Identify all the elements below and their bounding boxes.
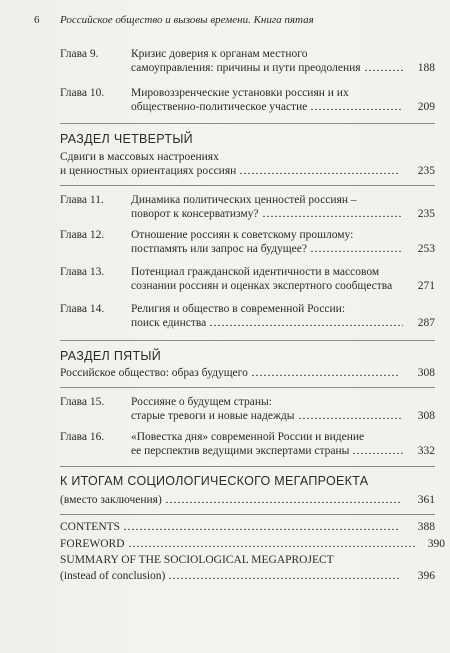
page-ref: 271 <box>417 280 435 292</box>
page-ref: 235 <box>417 165 435 177</box>
page-ref: 388 <box>417 521 435 533</box>
running-title: Российское общество и вызовы времени. Книга пятая <box>60 14 314 26</box>
chapter-label: Глава 11. <box>60 194 104 206</box>
toc-entry-ch16[interactable] <box>60 430 435 460</box>
toc-entry-ch13[interactable] <box>60 265 435 295</box>
leader-dots <box>364 62 403 71</box>
chapter-title: «Повестка дня» современной России и видение ее перспектив ведущими экспертами страны 332 <box>131 431 435 457</box>
page-ref: 209 <box>417 101 435 113</box>
leader-dots <box>123 521 400 530</box>
section-heading: РАЗДЕЛ ЧЕТВЕРТЫЙ <box>60 132 193 146</box>
toc-entry-section5[interactable]: Российское общество: образ будущего 308 <box>60 367 435 379</box>
toc-entry-ch11[interactable] <box>60 193 435 223</box>
leader-dots <box>209 317 403 326</box>
leader-dots <box>251 367 400 376</box>
leader-dots <box>165 494 400 503</box>
toc-entry-ch14[interactable] <box>60 302 435 332</box>
section-heading: К ИТОГАМ СОЦИОЛОГИЧЕСКОГО МЕГАПРОЕКТА <box>60 474 369 488</box>
page-ref: 361 <box>417 494 435 506</box>
table-of-contents <box>60 0 445 653</box>
toc-entry-section4[interactable]: Сдвиги в массовых настроениях и ценностных ориентациях россиян 235 <box>60 151 435 177</box>
chapter-title: Динамика политических ценностей россиян – поворот к консерватизму? 235 <box>131 194 435 220</box>
section-divider <box>60 387 435 388</box>
leader-dots <box>298 410 403 419</box>
section-divider <box>60 340 435 341</box>
page-ref: 253 <box>417 243 435 255</box>
page-ref: 188 <box>417 62 435 74</box>
section-divider <box>60 514 435 515</box>
leader-dots <box>310 101 403 110</box>
leader-dots <box>310 243 403 252</box>
page-ref: 396 <box>417 570 435 582</box>
toc-entry-ch12[interactable] <box>60 228 435 258</box>
chapter-title: Потенциал гражданской идентичности в массовом сознании россиян и оценках экспертного сообщества 271 <box>131 266 435 292</box>
section-heading: РАЗДЕЛ ПЯТЫЙ <box>60 349 162 363</box>
toc-entry-ch10[interactable] <box>60 86 435 116</box>
section-divider <box>60 185 435 186</box>
toc-entry-contents[interactable]: CONTENTS 388 <box>60 521 435 533</box>
page-number: 6 <box>34 14 40 26</box>
section-divider <box>60 123 435 124</box>
page-ref: 235 <box>417 208 435 220</box>
leader-dots <box>128 538 415 547</box>
page-ref: 332 <box>417 445 435 457</box>
toc-entry-ch15[interactable] <box>60 395 435 425</box>
leader-dots <box>352 445 403 454</box>
toc-entry-conclusion[interactable]: (вместо заключения) 361 <box>60 494 435 506</box>
leader-dots <box>239 165 400 174</box>
section-divider <box>60 466 435 467</box>
chapter-label: Глава 16. <box>60 431 105 443</box>
chapter-title: Мировоззренческие установки россиян и их общественно-политическое участие 209 <box>131 87 435 113</box>
chapter-label: Глава 10. <box>60 87 105 99</box>
chapter-title: Кризис доверия к органам местного самоуправления: причины и пути преодоления 188 <box>131 48 435 74</box>
chapter-title: Россияне о будущем страны: старые тревоги и новые надежды 308 <box>131 396 435 422</box>
page-ref: 308 <box>417 367 435 379</box>
page-ref: 287 <box>417 317 435 329</box>
chapter-title: Отношение россиян к советскому прошлому: постпамять или запрос на будущее? 253 <box>131 229 435 255</box>
chapter-label: Глава 14. <box>60 303 105 315</box>
chapter-label: Глава 13. <box>60 266 105 278</box>
toc-entry-ch9[interactable] <box>60 47 435 77</box>
page-ref: 390 <box>427 538 445 550</box>
chapter-label: Глава 12. <box>60 229 105 241</box>
chapter-label: Глава 15. <box>60 396 105 408</box>
leader-dots <box>168 570 400 579</box>
toc-entry-summary[interactable]: SUMMARY OF THE SOCIOLOGICAL MEGAPROJECT (instead of conclusion) 396 <box>60 554 435 582</box>
page-ref: 308 <box>417 410 435 422</box>
chapter-label: Глава 9. <box>60 48 99 60</box>
toc-entry-foreword[interactable]: FOREWORD 390 <box>60 538 445 550</box>
chapter-title: Религия и общество в современной России: поиск единства 287 <box>131 303 435 329</box>
leader-dots <box>262 208 404 217</box>
